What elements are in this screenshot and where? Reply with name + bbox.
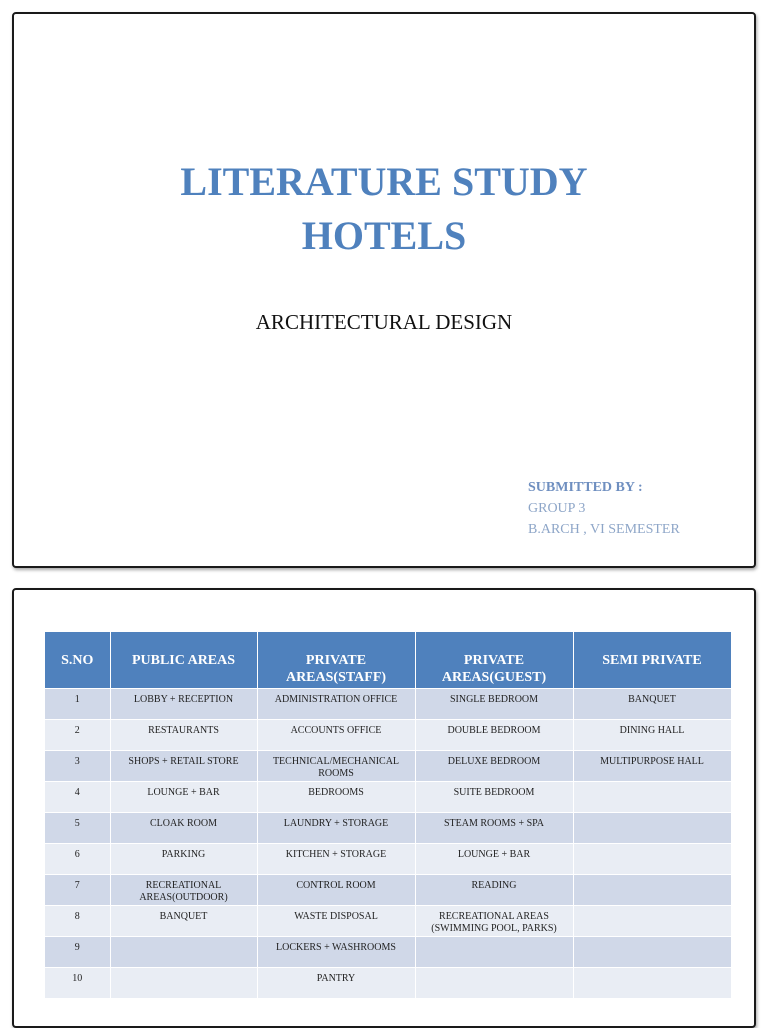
header-sno: S.NO xyxy=(45,632,110,688)
table-cell: STEAM ROOMS + SPA xyxy=(415,812,573,843)
table-cell xyxy=(110,967,257,998)
table-cell: 1 xyxy=(45,688,110,719)
table-cell xyxy=(415,936,573,967)
table-cell: 4 xyxy=(45,781,110,812)
table-cell: LAUNDRY + STORAGE xyxy=(257,812,415,843)
table-cell xyxy=(573,874,731,905)
table-cell xyxy=(573,967,731,998)
table-cell: 2 xyxy=(45,719,110,750)
table-cell: LOUNGE + BAR xyxy=(415,843,573,874)
header-private-guest: PRIVATE AREAS(GUEST) xyxy=(415,632,573,688)
table-slide xyxy=(12,588,756,1028)
submitted-block xyxy=(528,477,680,540)
table-cell xyxy=(573,781,731,812)
table-cell: TECHNICAL/MECHANICAL ROOMS xyxy=(257,750,415,781)
submitted-label: SUBMITTED BY : xyxy=(528,480,643,495)
title-slide xyxy=(12,12,756,568)
table-cell: SHOPS + RETAIL STORE xyxy=(110,750,257,781)
table-cell: 3 xyxy=(45,750,110,781)
table-row xyxy=(45,967,731,998)
table-cell: ADMINISTRATION OFFICE xyxy=(257,688,415,719)
table-cell: 10 xyxy=(45,967,110,998)
table-row xyxy=(45,688,731,719)
table-cell: RESTAURANTS xyxy=(110,719,257,750)
table-cell: READING xyxy=(415,874,573,905)
header-private-staff: PRIVATE AREAS(STAFF) xyxy=(257,632,415,688)
table-cell: DELUXE BEDROOM xyxy=(415,750,573,781)
table-header-row xyxy=(45,632,731,688)
table-row xyxy=(45,843,731,874)
table-cell: DOUBLE BEDROOM xyxy=(415,719,573,750)
table-cell: MULTIPURPOSE HALL xyxy=(573,750,731,781)
table-cell xyxy=(573,843,731,874)
table-cell: KITCHEN + STORAGE xyxy=(257,843,415,874)
table-cell: 5 xyxy=(45,812,110,843)
table-cell: SINGLE BEDROOM xyxy=(415,688,573,719)
areas-table xyxy=(45,632,732,998)
table-row xyxy=(45,781,731,812)
table-cell: PARKING xyxy=(110,843,257,874)
table-cell: BANQUET xyxy=(573,688,731,719)
header-semi-private: SEMI PRIVATE xyxy=(573,632,731,688)
table-row xyxy=(45,719,731,750)
table-cell: PANTRY xyxy=(257,967,415,998)
table-cell: RECREATIONAL AREAS (SWIMMING POOL, PARKS) xyxy=(415,905,573,936)
table-cell: ACCOUNTS OFFICE xyxy=(257,719,415,750)
table-cell: BEDROOMS xyxy=(257,781,415,812)
table-cell: 9 xyxy=(45,936,110,967)
table-cell: DINING HALL xyxy=(573,719,731,750)
table-cell xyxy=(415,967,573,998)
table-row xyxy=(45,750,731,781)
table-cell: LOUNGE + BAR xyxy=(110,781,257,812)
table-cell: LOCKERS + WASHROOMS xyxy=(257,936,415,967)
table-row xyxy=(45,936,731,967)
table-row xyxy=(45,905,731,936)
table-cell: BANQUET xyxy=(110,905,257,936)
table-cell: SUITE BEDROOM xyxy=(415,781,573,812)
subtitle: ARCHITECTURAL DESIGN xyxy=(255,310,513,334)
table-cell xyxy=(573,905,731,936)
table-cell: WASTE DISPOSAL xyxy=(257,905,415,936)
table-cell: CLOAK ROOM xyxy=(110,812,257,843)
table-cell: RECREATIONAL AREAS(OUTDOOR) xyxy=(110,874,257,905)
table-cell: 7 xyxy=(45,874,110,905)
table-cell xyxy=(573,936,731,967)
table-cell xyxy=(573,812,731,843)
table-cell: CONTROL ROOM xyxy=(257,874,415,905)
table-row xyxy=(45,812,731,843)
title-line-2: HOTELS xyxy=(301,213,467,258)
table-cell xyxy=(110,936,257,967)
semester-text: B.ARCH , VI SEMESTER xyxy=(528,522,680,537)
group-text: GROUP 3 xyxy=(528,501,586,516)
header-public-areas: PUBLIC AREAS xyxy=(110,632,257,688)
table-cell: 6 xyxy=(45,843,110,874)
table-row xyxy=(45,874,731,905)
title-line-1: LITERATURE STUDY xyxy=(180,159,588,204)
table-cell: LOBBY + RECEPTION xyxy=(110,688,257,719)
table-cell: 8 xyxy=(45,905,110,936)
